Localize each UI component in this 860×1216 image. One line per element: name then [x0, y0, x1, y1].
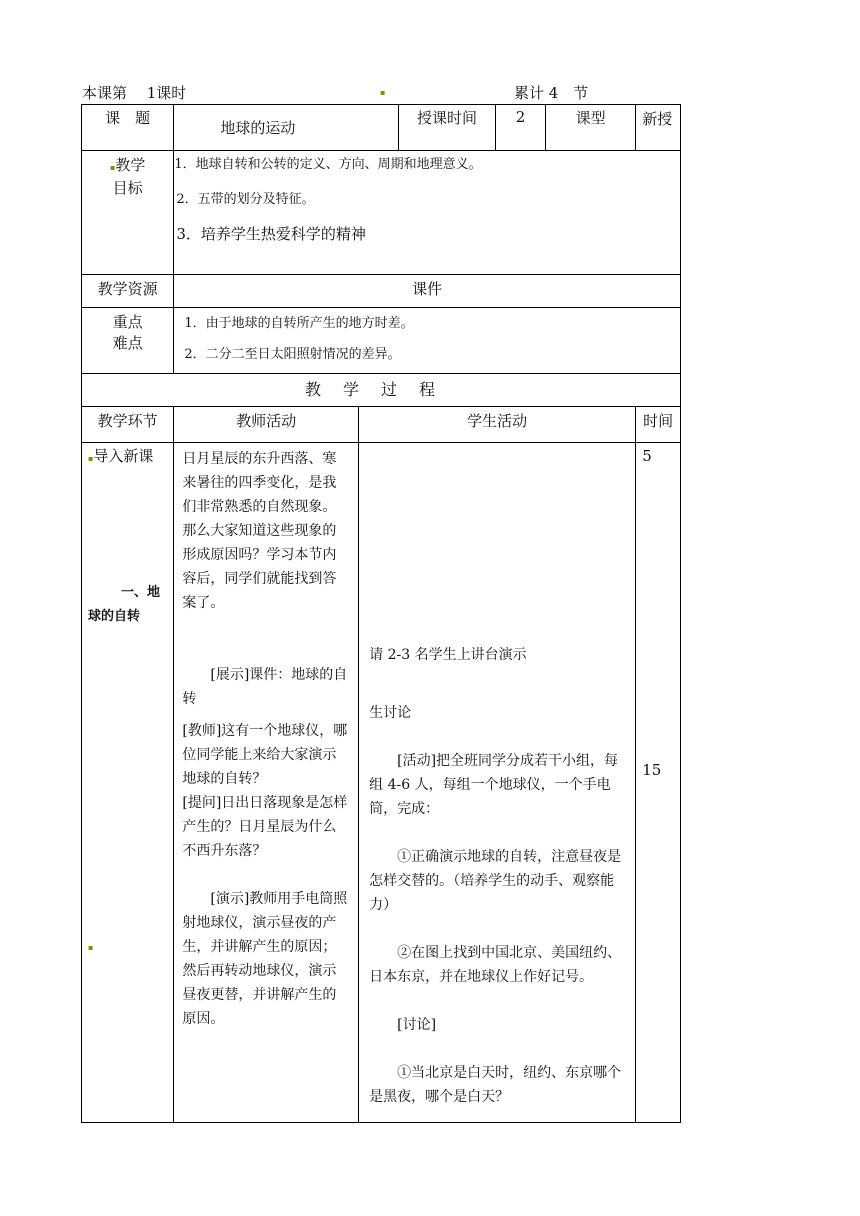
- lesson-count-label: 本课第 1课时: [82, 84, 187, 102]
- col-stage: 教学环节: [82, 407, 174, 443]
- objectives-row: [82, 151, 681, 275]
- keypoints-label: 重点 难点: [82, 308, 174, 374]
- teacher-demo: [演示]教师用手电筒照射地球仪，演示昼夜的产生，并讲解产生的原因；然后再转动地球仪，演示昼夜更替，并讲解产生的原因。: [182, 891, 348, 1027]
- student-invite: 请 2-3 名学生上讲台演示: [369, 647, 527, 663]
- time-cell: [636, 443, 681, 1123]
- keypoint-item: 2．二分二至日太阳照射情况的差异。: [184, 347, 401, 362]
- type-value: 新授: [636, 105, 681, 151]
- cumulative-count-label: 累计 4 节: [514, 84, 589, 102]
- student-task: ②在图上找到中国北京、美国纽约、日本东京，并在地球仪上作好记号。: [369, 945, 622, 985]
- content-row: [82, 443, 681, 1123]
- stage-cell: ▪导入新课 一、地 球的自转 ▪: [82, 443, 174, 1123]
- topic-label: 课 题: [82, 105, 174, 151]
- time-intro: 5: [642, 447, 652, 465]
- teacher-activity-cell: [174, 443, 359, 1123]
- page-header: [82, 82, 682, 104]
- student-activity-cell: [359, 443, 636, 1123]
- objectives-label: ▪教学 目标: [82, 151, 174, 275]
- lesson-plan-table: [81, 104, 681, 1123]
- teacher-intro: 日月星辰的东升西落、寒来暑往的四季变化，是我们非常熟悉的自然现象。那么大家知道这些现象的形成原因吗？学习本节内容后，同学们就能找到答案了。: [182, 451, 337, 611]
- col-teacher: 教师活动: [174, 407, 359, 443]
- stage-rotation: 一、地 球的自转: [88, 585, 160, 624]
- topic-value: [174, 105, 398, 151]
- keypoints-content: [174, 308, 681, 374]
- student-question: ①当北京是白天时，纽约、东京哪个是黑夜，哪个是白天？: [369, 1065, 622, 1105]
- col-time: 时间: [636, 407, 681, 443]
- student-activity: [活动]把全班同学分成若干小组，每组 4-6 人，每组一个地球仪，一个手电筒，完成：: [369, 753, 619, 817]
- col-student: 学生活动: [359, 407, 636, 443]
- student-task: ①正确演示地球的自转，注意昼夜是怎样交替的。（培养学生的动手、观察能力）: [369, 849, 622, 913]
- student-discuss: 生讨论: [369, 705, 412, 721]
- process-title-row: [82, 374, 681, 407]
- objective-item: 2．五带的划分及特征。: [176, 192, 315, 207]
- column-header-row: [82, 407, 681, 443]
- stage-intro: ▪导入新课: [88, 447, 154, 465]
- time-rotation: 15: [642, 761, 662, 779]
- teacher-show: [展示]课件：地球的自转: [182, 667, 348, 707]
- objective-item: 3．培养学生热爱科学的精神: [176, 225, 366, 243]
- keypoint-item: 1．由于地球的自转所产生的地方时差。: [184, 316, 414, 331]
- topic-row: [82, 105, 681, 151]
- topic-text: 地球的运动: [220, 119, 296, 137]
- process-title: 教学过程: [82, 374, 681, 407]
- objectives-content: [174, 151, 681, 275]
- time-value: 2: [496, 105, 546, 151]
- student-discussion-label: [讨论]: [397, 1017, 437, 1033]
- resources-row: [82, 275, 681, 308]
- teacher-ask: [提问]日出日落现象是怎样产生的？日月星辰为什么不西升东落？: [182, 795, 348, 859]
- resources-label: 教学资源: [82, 275, 174, 308]
- stray-mark: ▪: [380, 88, 386, 97]
- type-label: 课型: [545, 105, 635, 151]
- objective-item: 1．地球自转和公转的定义、方向、周期和地理意义。: [174, 157, 482, 172]
- keypoints-row: [82, 308, 681, 374]
- teacher-question: [教师]这有一个地球仪，哪位同学能上来给大家演示地球的自转？: [182, 723, 348, 787]
- time-label: 授课时间: [398, 105, 495, 151]
- resources-value: 课件: [174, 275, 681, 308]
